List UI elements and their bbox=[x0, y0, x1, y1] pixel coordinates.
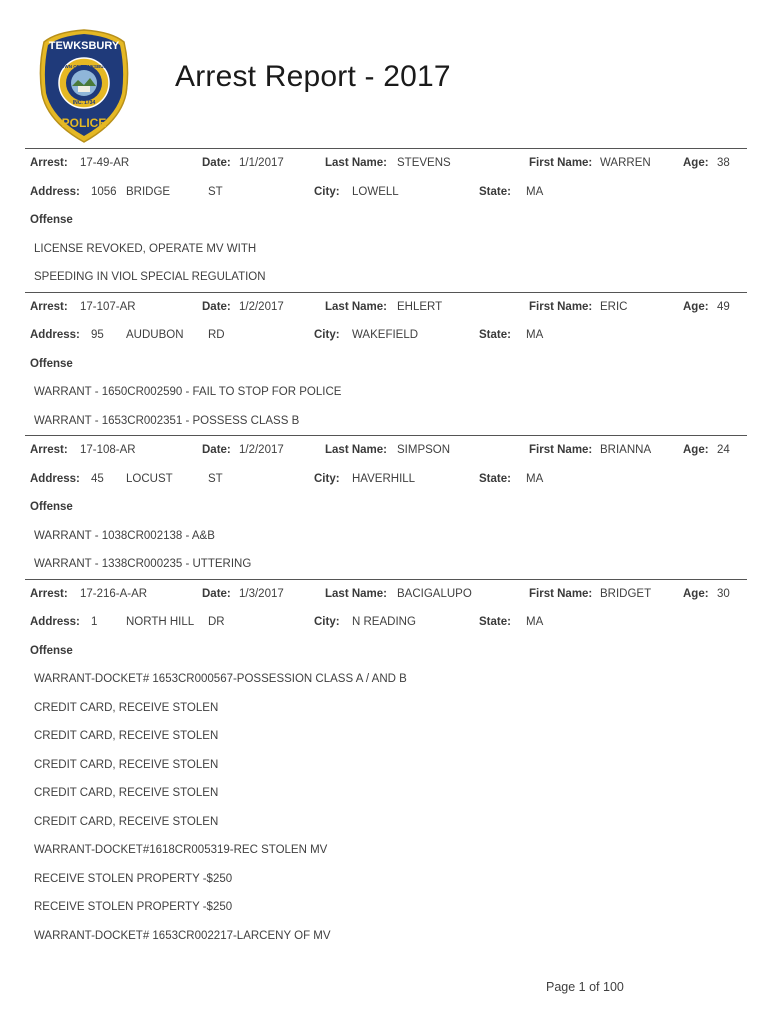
arrest-number: 17-108-AR bbox=[80, 444, 136, 456]
address-street: AUDUBON bbox=[126, 329, 184, 341]
offense-row bbox=[25, 665, 747, 694]
first-name-label: First Name: bbox=[529, 300, 593, 313]
offense-row bbox=[25, 751, 747, 780]
badge-top-text: TEWKSBURY bbox=[48, 40, 120, 52]
address-suffix: RD bbox=[208, 329, 225, 341]
last-name: SIMPSON bbox=[397, 444, 451, 456]
record-address-row bbox=[25, 321, 747, 350]
arrest-label: Arrest: bbox=[30, 300, 68, 313]
city: HAVERHILL bbox=[352, 472, 416, 485]
offense-header-row bbox=[25, 493, 747, 522]
first-name-label: First Name: bbox=[529, 444, 593, 456]
offense-text: CREDIT CARD, RECEIVE STOLEN bbox=[34, 701, 219, 714]
city-label: City: bbox=[314, 616, 340, 628]
age-label: Age: bbox=[683, 587, 709, 600]
offense-heading: Offense bbox=[30, 357, 73, 370]
first-name: WARREN bbox=[600, 157, 651, 169]
first-name: ERIC bbox=[600, 300, 628, 313]
state-label: State: bbox=[479, 472, 511, 485]
offense-row bbox=[25, 407, 747, 436]
city: LOWELL bbox=[352, 185, 399, 198]
record-address-row bbox=[25, 465, 747, 494]
offense-text: RECEIVE STOLEN PROPERTY -$250 bbox=[34, 872, 233, 885]
offense-row bbox=[25, 779, 747, 808]
arrest-records bbox=[25, 148, 747, 950]
offense-row bbox=[25, 522, 747, 551]
date-label: Date: bbox=[202, 444, 231, 456]
date-label: Date: bbox=[202, 157, 231, 169]
offense-text: WARRANT-DOCKET# 1653CR000567-POSSESSION CLASS A / AND B bbox=[34, 673, 407, 685]
offense-text: WARRANT - 1038CR002138 - A&B bbox=[34, 529, 215, 542]
date-label: Date: bbox=[202, 587, 231, 600]
record-header-row bbox=[25, 293, 747, 322]
last-name-label: Last Name: bbox=[325, 300, 387, 313]
address-number: 1056 bbox=[91, 185, 117, 198]
offense-row bbox=[25, 378, 747, 407]
arrest-label: Arrest: bbox=[30, 444, 68, 456]
record-address-row bbox=[25, 608, 747, 637]
last-name: BACIGALUPO bbox=[397, 587, 472, 600]
offense-row bbox=[25, 893, 747, 922]
record-header-row bbox=[25, 149, 747, 178]
state: MA bbox=[526, 472, 544, 485]
badge-ring-text: TOWN OF TEWKSBURY bbox=[58, 64, 110, 69]
arrest-number: 17-216-A-AR bbox=[80, 587, 148, 600]
offense-row bbox=[25, 722, 747, 751]
offense-text: RECEIVE STOLEN PROPERTY -$250 bbox=[34, 901, 233, 913]
offense-text: CREDIT CARD, RECEIVE STOLEN bbox=[34, 815, 219, 828]
offense-heading: Offense bbox=[30, 214, 73, 226]
offense-row bbox=[25, 922, 747, 951]
state-label: State: bbox=[479, 329, 511, 341]
offense-text: LICENSE REVOKED, OPERATE MV WITH bbox=[34, 242, 257, 255]
state: MA bbox=[526, 185, 544, 198]
age-label: Age: bbox=[683, 300, 709, 313]
arrest-record bbox=[25, 292, 747, 436]
offense-header-row bbox=[25, 350, 747, 379]
offense-row bbox=[25, 235, 747, 264]
offense-text: SPEEDING IN VIOL SPECIAL REGULATION bbox=[34, 271, 266, 283]
offense-header-row bbox=[25, 637, 747, 666]
first-name: BRIDGET bbox=[600, 587, 652, 600]
offense-row bbox=[25, 694, 747, 723]
age: 30 bbox=[717, 587, 730, 600]
address-label: Address: bbox=[30, 329, 80, 341]
record-address-row bbox=[25, 178, 747, 207]
arrest-number: 17-49-AR bbox=[80, 157, 130, 169]
arrest-label: Arrest: bbox=[30, 157, 68, 169]
address-label: Address: bbox=[30, 472, 80, 485]
badge-year-text: INC. 1734 bbox=[72, 100, 96, 106]
offense-heading: Offense bbox=[30, 644, 73, 657]
last-name: STEVENS bbox=[397, 157, 451, 169]
state-label: State: bbox=[479, 185, 511, 198]
arrest-record bbox=[25, 579, 747, 951]
offense-row bbox=[25, 550, 747, 579]
offense-row bbox=[25, 865, 747, 894]
city-label: City: bbox=[314, 329, 340, 341]
address-number: 1 bbox=[91, 616, 98, 628]
city: WAKEFIELD bbox=[352, 329, 419, 341]
city-label: City: bbox=[314, 185, 340, 198]
arrest-date: 1/2/2017 bbox=[239, 444, 284, 456]
age-label: Age: bbox=[683, 444, 709, 456]
last-name: EHLERT bbox=[397, 300, 443, 313]
offense-text: WARRANT - 1650CR002590 - FAIL TO STOP FOR POLICE bbox=[34, 386, 342, 398]
address-street: NORTH HILL bbox=[126, 616, 195, 628]
offense-text: WARRANT-DOCKET# 1653CR002217-LARCENY OF MV bbox=[34, 929, 331, 942]
arrest-date: 1/1/2017 bbox=[239, 157, 284, 169]
age-label: Age: bbox=[683, 157, 709, 169]
offense-row bbox=[25, 263, 747, 292]
page-number: Page 1 of 100 bbox=[546, 980, 624, 994]
arrest-label: Arrest: bbox=[30, 587, 68, 600]
address-street: LOCUST bbox=[126, 472, 173, 485]
age: 38 bbox=[717, 157, 730, 169]
last-name-label: Last Name: bbox=[325, 587, 387, 600]
first-name-label: First Name: bbox=[529, 587, 593, 600]
address-suffix: ST bbox=[208, 185, 223, 198]
city: N READING bbox=[352, 616, 416, 628]
address-number: 95 bbox=[91, 329, 104, 341]
record-header-row bbox=[25, 436, 747, 465]
date-label: Date: bbox=[202, 300, 231, 313]
offense-text: CREDIT CARD, RECEIVE STOLEN bbox=[34, 730, 219, 742]
state: MA bbox=[526, 329, 544, 341]
state-label: State: bbox=[479, 616, 511, 628]
offense-text: CREDIT CARD, RECEIVE STOLEN bbox=[34, 758, 219, 771]
offense-row bbox=[25, 808, 747, 837]
address-number: 45 bbox=[91, 472, 104, 485]
address-label: Address: bbox=[30, 185, 80, 198]
first-name: BRIANNA bbox=[600, 444, 652, 456]
badge-bottom-text: POLICE bbox=[61, 116, 107, 130]
arrest-record bbox=[25, 435, 747, 579]
offense-header-row bbox=[25, 206, 747, 235]
offense-text: WARRANT - 1653CR002351 - POSSESS CLASS B bbox=[34, 414, 300, 427]
address-street: BRIDGE bbox=[126, 185, 171, 198]
report-title: Arrest Report - 2017 bbox=[175, 60, 451, 93]
city-label: City: bbox=[314, 472, 340, 485]
arrest-date: 1/2/2017 bbox=[239, 300, 284, 313]
state: MA bbox=[526, 616, 544, 628]
last-name-label: Last Name: bbox=[325, 444, 387, 456]
offense-text: CREDIT CARD, RECEIVE STOLEN bbox=[34, 787, 219, 799]
arrest-record bbox=[25, 148, 747, 292]
arrest-date: 1/3/2017 bbox=[239, 587, 284, 600]
offense-row bbox=[25, 836, 747, 865]
arrest-number: 17-107-AR bbox=[80, 300, 136, 313]
last-name-label: Last Name: bbox=[325, 157, 387, 169]
first-name-label: First Name: bbox=[529, 157, 593, 169]
age: 49 bbox=[717, 300, 730, 313]
tewksbury-police-badge bbox=[36, 28, 132, 144]
address-label: Address: bbox=[30, 616, 80, 628]
offense-text: WARRANT - 1338CR000235 - UTTERING bbox=[34, 558, 252, 570]
address-suffix: ST bbox=[208, 472, 223, 485]
offense-text: WARRANT-DOCKET#1618CR005319-REC STOLEN MV bbox=[34, 844, 328, 856]
record-header-row bbox=[25, 580, 747, 609]
address-suffix: DR bbox=[208, 616, 225, 628]
age: 24 bbox=[717, 444, 730, 456]
offense-heading: Offense bbox=[30, 501, 73, 513]
